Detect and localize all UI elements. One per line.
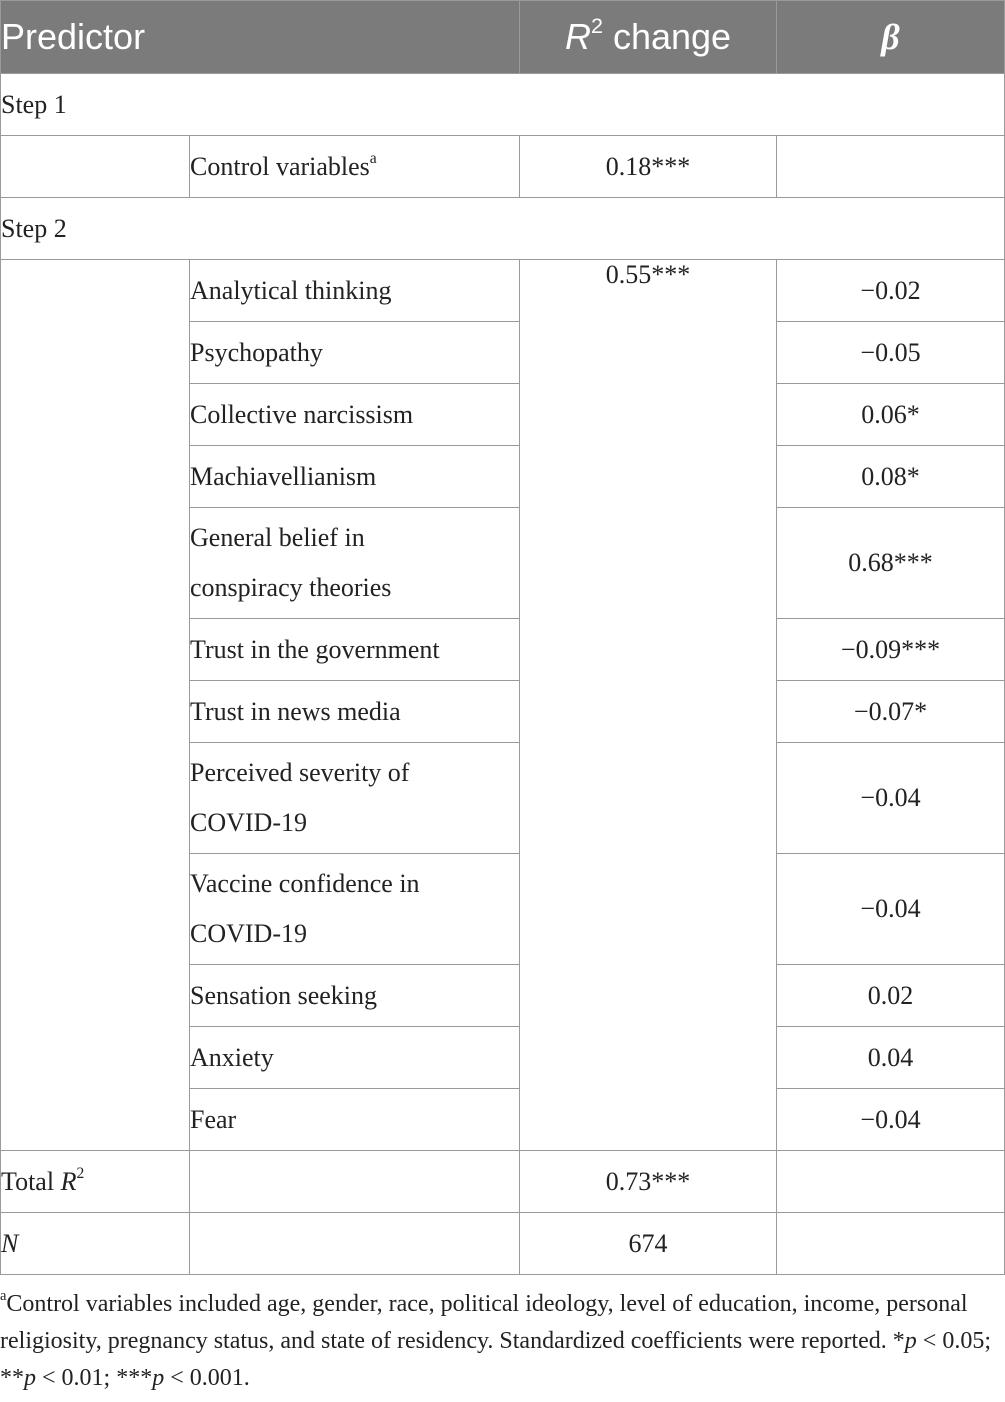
predictor-label — [190, 854, 520, 965]
footnote-sup: a — [0, 1287, 7, 1304]
predictor-beta: 0.68*** — [777, 508, 1005, 619]
predictor-beta: 0.02 — [777, 965, 1005, 1027]
predictor-label: Fear — [190, 1089, 520, 1151]
total-r2-letter: R — [60, 1166, 77, 1196]
n-row — [1, 1213, 1005, 1275]
indent-cell — [1, 260, 190, 1151]
empty-cell — [777, 1213, 1005, 1275]
n-value: 674 — [520, 1213, 777, 1275]
total-r2-value: 0.73*** — [520, 1151, 777, 1213]
footnote-text: Control variables included age, gender, race, political ideology, level of education, income, personal religiosity, pregnancy status, and state of residency. Standardized coefficients were reported. * — [0, 1291, 968, 1354]
predictor-label — [190, 743, 520, 854]
table-footnote — [0, 1286, 1004, 1397]
predictor-label-line2: conspiracy theories — [190, 573, 392, 602]
footnote-threshold: < 0.01; *** — [36, 1365, 153, 1391]
total-r2-row — [1, 1151, 1005, 1213]
predictor-label: Anxiety — [190, 1027, 520, 1089]
header-r2-letter: R — [564, 16, 591, 57]
predictor-beta: −0.04 — [777, 1089, 1005, 1151]
footnote-p: p — [24, 1365, 36, 1391]
predictor-beta: 0.04 — [777, 1027, 1005, 1089]
predictor-label: Analytical thinking — [190, 260, 520, 322]
predictor-label-line2: COVID-19 — [190, 808, 307, 837]
predictor-beta: 0.06* — [777, 384, 1005, 446]
header-r2-change — [520, 1, 777, 74]
control-variables-row — [1, 136, 1005, 198]
header-row — [1, 1, 1005, 74]
step1-label: Step 1 — [1, 74, 1005, 136]
control-variables-text: Control variables — [190, 151, 370, 181]
footnote-p: p — [152, 1365, 165, 1391]
predictor-label: Trust in the government — [190, 619, 520, 681]
predictor-beta: −0.05 — [777, 322, 1005, 384]
predictor-label: Psychopathy — [190, 322, 520, 384]
header-r2-sup: 2 — [590, 12, 603, 38]
header-beta — [777, 1, 1005, 74]
footnote-threshold: < 0.05; ** — [0, 1328, 991, 1391]
predictor-label: Trust in news media — [190, 681, 520, 743]
total-r2-sup: 2 — [76, 1164, 85, 1182]
predictor-label-line2: COVID-19 — [190, 919, 307, 948]
n-label: N — [1, 1213, 190, 1275]
empty-cell — [190, 1213, 520, 1275]
predictor-label-line1: Vaccine confidence in — [190, 869, 420, 898]
predictor-beta: −0.04 — [777, 854, 1005, 965]
header-predictor: Predictor — [1, 1, 520, 74]
predictor-beta: 0.08* — [777, 446, 1005, 508]
predictor-label-line1: Perceived severity of — [190, 758, 410, 787]
control-r2-change: 0.18*** — [520, 136, 777, 198]
empty-cell — [777, 1151, 1005, 1213]
predictor-beta: −0.04 — [777, 743, 1005, 854]
control-beta — [777, 136, 1005, 198]
control-variables-label — [190, 136, 520, 198]
predictor-label: Machiavellianism — [190, 446, 520, 508]
predictor-row — [1, 260, 1005, 322]
step2-label: Step 2 — [1, 198, 1005, 260]
step2-r2-change: 0.55*** — [520, 260, 777, 1151]
predictor-label: Sensation seeking — [190, 965, 520, 1027]
predictor-label-line1: General belief in — [190, 523, 365, 552]
predictor-beta: −0.09*** — [777, 619, 1005, 681]
empty-cell — [190, 1151, 520, 1213]
predictor-beta: −0.02 — [777, 260, 1005, 322]
step1-row — [1, 74, 1005, 136]
indent-cell — [1, 136, 190, 198]
header-r2-rest: change — [602, 16, 732, 57]
header-beta-symbol: β — [881, 17, 900, 57]
total-r2-label — [1, 1151, 190, 1213]
total-r2-text: Total — [1, 1166, 61, 1196]
predictor-label: Collective narcissism — [190, 384, 520, 446]
control-variables-sup: a — [369, 149, 377, 167]
predictor-beta: −0.07* — [777, 681, 1005, 743]
footnote-threshold: < 0.001. — [164, 1365, 250, 1391]
predictor-label — [190, 508, 520, 619]
footnote-p: p — [904, 1328, 917, 1354]
step2-row — [1, 198, 1005, 260]
